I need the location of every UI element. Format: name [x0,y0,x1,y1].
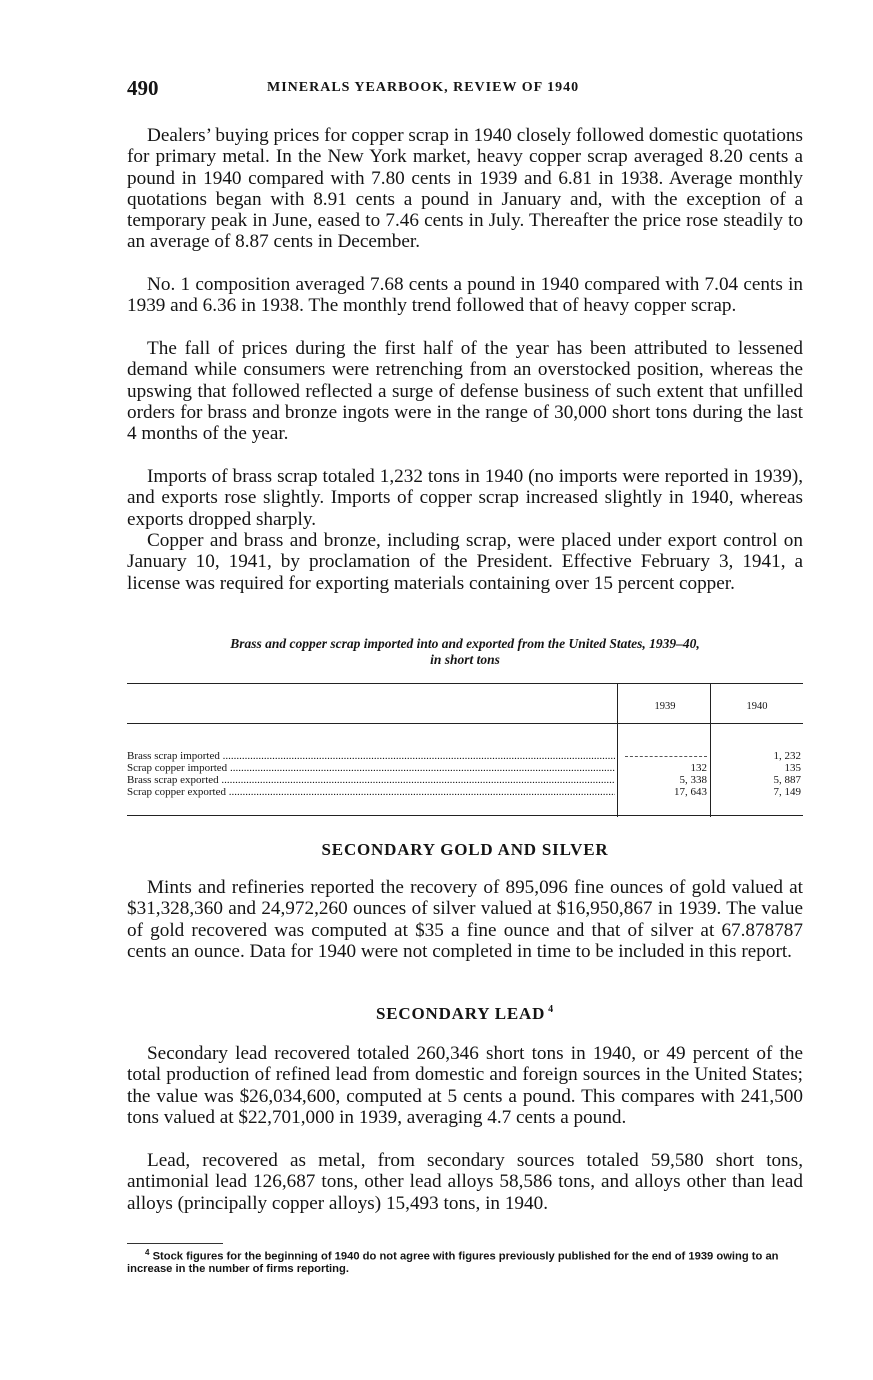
table-caption [127,636,803,668]
row-label-scrap-copper-imported: Scrap copper imported ..... [127,763,615,774]
section-heading-lead [127,1004,803,1024]
table-row [127,775,803,786]
value-1940: 135 [784,762,801,774]
table-row [127,763,803,774]
paragraph-copper-prices: Dealers’ buying prices for copper scrap in 1940 closely followed domestic quotations for primary metal. In the New York market, heavy copper scrap averaged 8.20 cents a pound in 1940 compared with 7.80 cents in 1939 and 6.81 in 1938. Average monthly quotations began with 8.91 cents a pound in January and, with the exception of a temporary peak in June, eased to 7.46 cents in July. Thereafter the price rose steadily to an average of 8.87 cents in December. [127,125,803,253]
row-label-brass-scrap-imported: Brass scrap imported ..... [127,751,615,762]
paragraph-price-fall: The fall of prices during the first half of the year has been attributed to lessened demand while consumers were retrenching from an overstocked position, whereas the upswing that followed reflected a surge of defense business of such extent that unfilled orders for brass and bronze ingots were in the range of 30,000 short tons during the last 4 months of the year. [127,338,803,445]
section-heading-gold-silver: SECONDARY GOLD AND SILVER [321,840,609,859]
table-bottom-rule [127,815,803,816]
page-number: 490 [127,76,159,100]
paragraph-imports-exports: Imports of brass scrap totaled 1,232 tons in 1940 (no imports were reported in 1939), and exports rose slightly. Imports of copper scrap increased slightly in 1940, whereas exports dropped sharply. [127,466,803,530]
footnote-mark: 4 [145,1248,150,1257]
paragraph-lead-recovered: Secondary lead recovered totaled 260,346 short tons in 1940, or 49 percent of the total production of refined lead from domestic and foreign sources in the United States; the value was $26,034,600, computed at 5 cents a pound. This compares with 241,500 tons valued at $22,701,000 in 1939, averaging 4.7 cents a pound. [127,1043,803,1128]
page-header [127,76,803,102]
footnote-rule [127,1243,223,1244]
lead-heading-text: SECONDARY LEAD [376,1004,546,1023]
table-row [127,787,803,798]
row-label-scrap-copper-exported: Scrap copper exported ..... [127,787,615,798]
value-1939: 132 [690,762,707,774]
footnote-text: Stock figures for the beginning of 1940 do not agree with figures previously published for the end of 1939 owing to an increase in the number of firms reporting. [127,1250,779,1275]
scrap-trade-table [127,683,803,817]
value-1940: 5, 887 [773,774,801,786]
paragraph-gold-silver: Mints and refineries reported the recovery of 895,096 fine ounces of gold valued at $31,328,360 and 24,972,260 ounces of silver valued at $16,950,867 in 1939. The value of gold recovered was computed at $35 a fine ounce and that of silver at 67.878787 cents an ounce. Data for 1940 were not completed in time to be included in this report. [127,877,803,962]
table-caption-line-1: Brass and copper scrap imported into and exported from the United States, 1939–40, [230,636,700,651]
footnote [127,1247,803,1275]
paragraph-export-control: Copper and brass and bronze, including scrap, were placed under export control on January 10, 1941, by proclamation of the President. Effective February 3, 1941, a license was required for exporting materials containing over 15 percent copper. [127,530,803,594]
value-1939: 17, 643 [674,786,707,798]
value-1940: 7, 149 [773,786,801,798]
column-header-1940: 1940 [746,701,768,712]
column-header-1939: 1939 [654,701,676,712]
footnote-reference: 4 [548,1004,554,1016]
paragraph-lead-metal: Lead, recovered as metal, from secondary sources totaled 59,580 short tons, antimonial lead 126,687 tons, other lead alloys 58,586 tons, and alloys other than lead alloys (principally copper alloys) 15,493 tons, in 1940. [127,1150,803,1214]
table-header-rule [127,723,803,724]
table-row [127,751,803,762]
table-caption-line-2: in short tons [430,652,500,667]
running-head: MINERALS YEARBOOK, REVIEW OF 1940 [267,80,580,95]
table-top-rule [127,683,803,684]
paragraph-composition: No. 1 composition averaged 7.68 cents a pound in 1940 compared with 7.04 cents in 1939 and 6.36 in 1938. The monthly trend followed that of heavy copper scrap. [127,274,803,317]
empty-value-dash [625,756,707,757]
value-1939: 5, 338 [679,774,707,786]
row-label-brass-scrap-exported: Brass scrap exported ..... [127,775,615,786]
value-1940: 1, 232 [773,750,801,762]
